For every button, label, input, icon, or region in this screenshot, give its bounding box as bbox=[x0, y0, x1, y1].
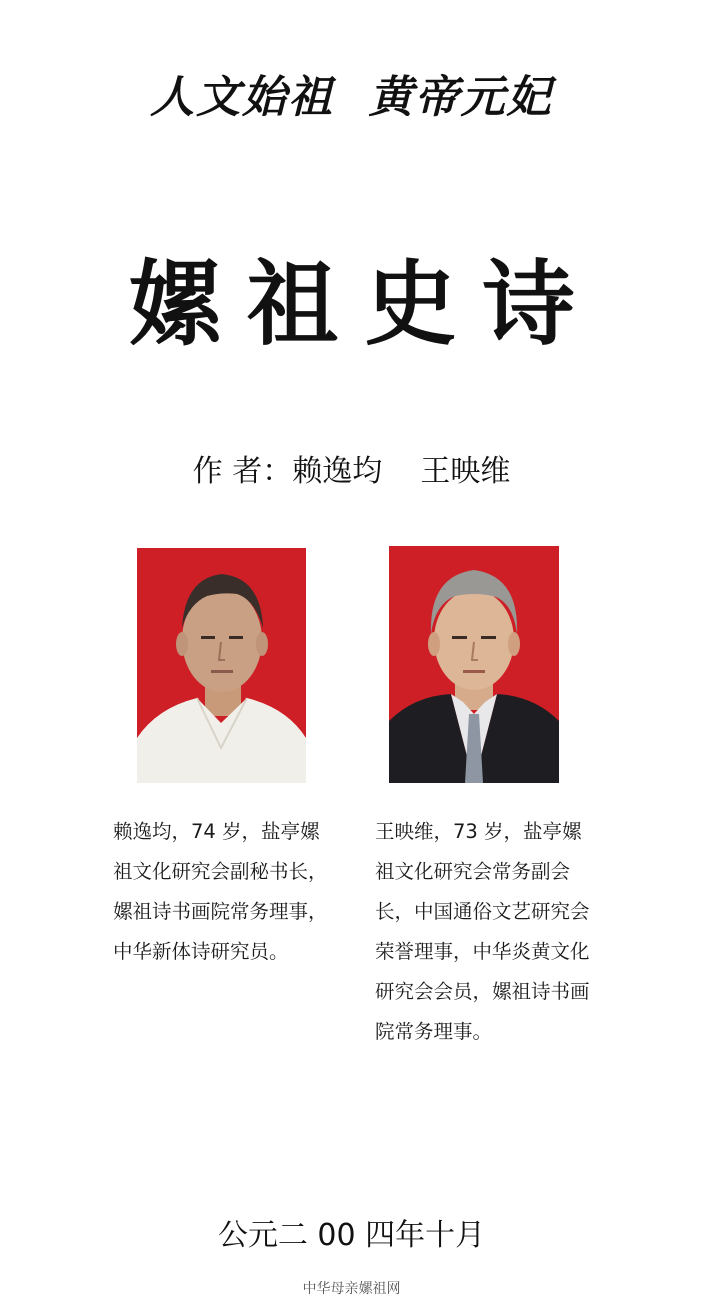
bio-line: 祖文化研究会常务副会 bbox=[375, 860, 571, 883]
subtitle-heading: 人文始祖 黄帝元妃 bbox=[150, 72, 553, 123]
publication-date: 公元二 00 四年十月 bbox=[217, 1218, 486, 1253]
page-title: 嫘祖史诗 bbox=[128, 251, 601, 358]
bio-line: 中华新体诗研究员。 bbox=[113, 940, 289, 963]
bio-line: 院常务理事。 bbox=[375, 1020, 493, 1043]
bio-line: 研究会会员，嫘祖诗书画 bbox=[375, 980, 590, 1003]
author-portrait-lai-yijun bbox=[137, 548, 306, 783]
bio-line: 赖逸均，74 岁，盐亭嫘 bbox=[113, 820, 320, 843]
bio-line: 荣誉理事，中华炎黄文化 bbox=[375, 940, 590, 963]
bio-line: 长，中国通俗文艺研究会 bbox=[375, 900, 590, 923]
watermark: 中华母亲嫘祖网 bbox=[302, 1281, 401, 1297]
author-bio-wang-yingwei bbox=[375, 812, 601, 1052]
bio-line: 祖文化研究会副秘书长， bbox=[113, 860, 328, 883]
author-bio-lai-yijun bbox=[113, 812, 339, 972]
bio-line: 嫘祖诗书画院常务理事， bbox=[113, 900, 328, 923]
bio-line: 王映维，73 岁，盐亭嫘 bbox=[375, 820, 582, 843]
authors-line: 作 者：赖逸均 王映维 bbox=[192, 454, 511, 489]
author-portrait-wang-yingwei bbox=[389, 546, 559, 783]
